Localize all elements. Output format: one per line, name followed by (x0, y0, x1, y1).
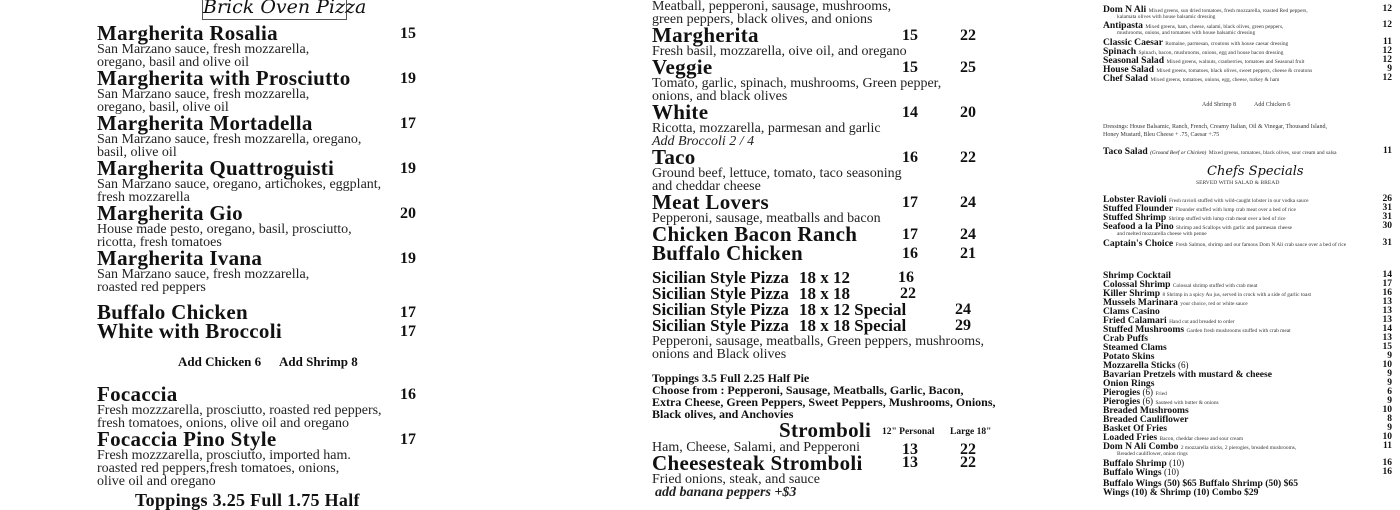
price-large: 22 (960, 454, 976, 471)
item-price: 13 (1382, 333, 1392, 343)
menu-row (1103, 239, 1346, 250)
sicilian-name: Sicilian Style Pizza (652, 284, 789, 303)
add-shrimp-note: Add Shrimp 8 (279, 354, 358, 369)
menu-item-description: San Marzano sauce, fresh mozzarella, (97, 87, 310, 102)
item-name: Dom N Ali Combo (1103, 441, 1179, 452)
item-price: 13 (1382, 297, 1392, 307)
dressings-line: Dressings: House Balsamic, Ranch, French, Creamy Italian, Oil & Vinegar, Thousand Island, (1103, 124, 1327, 130)
add-chicken-note: Add Chicken 6 (1254, 102, 1291, 108)
menu-item-name: Margherita Mortadella (97, 111, 313, 135)
menu-item-description: fresh tomatoes, onions, olive oil and oregano (97, 416, 349, 431)
price-large: 22 (960, 441, 976, 458)
item-price: 8 (1387, 414, 1392, 424)
item-price: 16 (1382, 467, 1392, 477)
item-price: 31 (1382, 212, 1392, 222)
item-name: Spinach (1103, 46, 1137, 57)
item-note: (10) (1169, 458, 1185, 468)
pizza-description: Pepperoni, sausage, meatballs and bacon (652, 211, 881, 226)
item-description: Mixed greens, tomatoes, onions, egg, cheese, turkey & ham (1150, 77, 1280, 83)
item-name: Colossal Shrimp (1103, 279, 1171, 290)
item-name: Buffalo Shrimp (1103, 458, 1167, 469)
item-description: Romaine, parmesan, croutons with house caesar dressing (1165, 41, 1289, 47)
item-description: Mixed greens, walnuts, cranberries, tomatoes and Seasonal fruit (1166, 59, 1305, 65)
menu-item-name: Buffalo Chicken (97, 300, 248, 324)
menu-item-description: basil, olive oil (97, 145, 177, 160)
item-price: 14 (1382, 324, 1392, 334)
item-name: Taco Salad (1103, 146, 1148, 157)
price-personal: 13 (902, 454, 918, 471)
item-price: 9 (1387, 351, 1392, 361)
item-price: 16 (1382, 288, 1392, 298)
menu-row (1103, 468, 1179, 477)
item-description: Garden fresh mushrooms stuffed with crab meat (1186, 328, 1291, 334)
item-name: Antipasta (1103, 20, 1143, 31)
item-description: Hand cut and breaded to order (1169, 319, 1235, 325)
menu-item-description: roasted red peppers (97, 280, 206, 295)
item-price: 9 (1387, 369, 1392, 379)
item-name: Mozzarella Sticks (1103, 360, 1176, 371)
item-name: Classic Caesar (1103, 37, 1163, 48)
item-price: 9 (1387, 378, 1392, 388)
dressings-line: Honey Mustard, Bleu Cheese + .75, Caesar +.75 (1103, 132, 1220, 138)
menu-item-name: Margherita Ivana (97, 246, 263, 270)
add-chicken-note: Add Chicken 6 (178, 354, 262, 369)
toppings-line: Black olives, and Anchovies (652, 407, 794, 421)
item-price: 10 (1382, 405, 1392, 415)
pizza-description: and cheddar cheese (652, 179, 761, 194)
pizza-name: Taco (652, 145, 696, 169)
menu-item-name: Margherita Gio (97, 201, 243, 225)
menu-item-name: Margherita Quattroguisti (97, 156, 335, 180)
item-price: 9 (1387, 423, 1392, 433)
item-name: Pierogies (1103, 396, 1141, 407)
item-name: Stuffed Shrimp (1103, 212, 1167, 223)
item-price: 11 (1383, 146, 1392, 156)
item-description-continued: kalamata olives with house balsamic dressing (1117, 14, 1216, 20)
price-small: 17 (902, 226, 918, 243)
price-small: 14 (902, 104, 918, 121)
menu-item-price: 19 (400, 70, 416, 87)
item-name: Loaded Fries (1103, 432, 1158, 443)
item-name: Lobster Ravioli (1103, 194, 1167, 205)
price-small: 16 (902, 245, 918, 262)
price-small: 16 (902, 149, 918, 166)
menu-item-price: 19 (400, 160, 416, 177)
sicilian-price: 29 (955, 317, 971, 334)
chefs-specials-title: Chefs Specials (1207, 164, 1304, 179)
sicilian-price: 24 (955, 301, 971, 318)
price-small: 17 (902, 194, 918, 211)
combo-line: Buffalo Wings (50) $65 Buffalo Shrimp (50) $65 (1103, 478, 1299, 489)
toppings-line: Choose from : Pepperoni, Sausage, Meatballs, Garlic, Bacon, (652, 383, 964, 397)
menu-item-description: olive oil and oregano (97, 474, 216, 489)
sicilian-size: 18 x 18 (799, 284, 850, 303)
item-name: Stuffed Flounder (1103, 203, 1173, 214)
col-personal: 12" Personal (882, 427, 935, 437)
sicilian-size: 18 x 18 Special (799, 316, 907, 335)
menu-item-price: 20 (400, 205, 416, 222)
item-name: Breaded Mushrooms (1103, 405, 1189, 416)
item-description: Fresh ravioli stuffed with wild-caught lobster in our vodka sauce (1168, 198, 1309, 204)
item-name: Killer Shrimp (1103, 288, 1161, 299)
item-price: 17 (1382, 279, 1392, 289)
col-large: Large 18" (950, 427, 992, 437)
toppings-note: Toppings 3.25 Full 1.75 Half (135, 490, 360, 510)
sicilian-size: 18 x 12 (799, 268, 850, 287)
item-price: 9 (1387, 64, 1392, 74)
menu-item-price: 17 (400, 304, 416, 321)
price-large: 22 (960, 149, 976, 166)
pizza-name: White (652, 100, 709, 124)
pizza-name: Buffalo Chicken (652, 241, 803, 265)
item-price: 15 (1382, 342, 1392, 352)
item-price: 11 (1383, 37, 1392, 47)
price-personal: 13 (902, 441, 918, 458)
item-note: (6) (1177, 360, 1189, 370)
sicilian-name: Sicilian Style Pizza (652, 300, 789, 319)
stromboli-title: Stromboli (779, 418, 872, 442)
menu-item-description: roasted red peppers,fresh tomatoes, onions, (97, 461, 340, 476)
price-small: 15 (902, 59, 918, 76)
menu-item-name: Focaccia Pino Style (97, 427, 277, 451)
item-description: your choice, red or white sauce (1180, 301, 1248, 307)
item-price: 6 (1387, 387, 1392, 397)
item-price: 14 (1382, 270, 1392, 280)
item-price: 13 (1382, 315, 1392, 325)
pizza-name: Veggie (652, 55, 713, 79)
item-name: Stuffed Mushrooms (1103, 324, 1185, 335)
menu-item-name: Focaccia (97, 382, 178, 406)
stromboli-name: Cheesesteak Stromboli (652, 451, 863, 475)
add-shrimp-note: Add Shrimp 8 (1202, 102, 1237, 108)
item-name: Onion Rings (1103, 378, 1155, 389)
item-note: (6) (1142, 396, 1154, 406)
pizza-description: Tomato, garlic, spinach, mushrooms, Green pepper, (652, 76, 942, 91)
menu-item-price: 19 (400, 250, 416, 267)
item-price: 12 (1382, 46, 1392, 56)
sicilian-description: Pepperoni, sausage, meatballs, Green peppers, mushrooms, (652, 334, 985, 349)
menu-item-description: ricotta, fresh tomatoes (97, 235, 222, 250)
item-price: 10 (1382, 432, 1392, 442)
item-name: Clams Casino (1103, 306, 1160, 317)
pizza-description: Meatball, pepperoni, sausage, mushrooms, (652, 0, 892, 14)
pizza-description: Fresh basil, mozzarella, oive oil, and oregano (652, 44, 907, 59)
item-description: Colossal shrimp stuffed with crab meat (1172, 283, 1258, 289)
pizza-description: Ground beef, lettuce, tomato, taco seasoning (652, 166, 902, 181)
item-name: Pierogies (1103, 387, 1141, 398)
menu-item-description: San Marzano sauce, fresh mozzarella, (97, 42, 310, 57)
item-description: Shrimp and Scallops with garlic and parmesan cheese (1176, 225, 1293, 231)
menu-item-description: San Marzano sauce, fresh mozzarella, oregano, (97, 132, 362, 147)
item-price: 11 (1383, 441, 1392, 451)
item-description: 2 mozzarella sticks, 2 pierogies, breaded mushrooms, (1180, 445, 1297, 451)
item-description: Mixed greens, ham, cheese, salami, black olives, green peppers, (1145, 24, 1284, 30)
menu-item-price: 17 (400, 115, 416, 132)
item-name: Bavarian Pretzels with mustard & cheese (1103, 369, 1273, 380)
price-small: 15 (902, 27, 918, 44)
item-name: Crab Puffs (1103, 333, 1149, 344)
item-price: 12 (1382, 55, 1392, 65)
menu-item-price: 17 (400, 323, 416, 340)
item-name: Fried Calamari (1103, 315, 1167, 326)
pizza-addon-note: Add Broccoli 2 / 4 (652, 134, 755, 149)
item-description-continued: Breaded cauliflower, onion rings (1117, 451, 1188, 457)
item-description: Sauteed with butter & onions (1155, 400, 1219, 406)
stromboli-addon-note: add banana peppers +$3 (655, 485, 797, 500)
item-name: Breaded Cauliflower (1103, 414, 1189, 425)
item-name: Mussels Marinara (1103, 297, 1178, 308)
menu-item-description: oregano, basil and olive oil (97, 55, 250, 70)
item-note: (Ground Beef or Chicken) (1150, 150, 1207, 156)
item-name: Seafood a la Pino (1103, 221, 1174, 232)
item-price: 30 (1382, 221, 1392, 231)
item-name: Captain's Choice (1103, 238, 1174, 249)
menu-item-name: White with Broccoli (97, 319, 282, 343)
item-price: 12 (1382, 20, 1392, 30)
price-large: 24 (960, 226, 976, 243)
stromboli-description: Fried onions, steak, and sauce (652, 472, 820, 487)
pizza-name: Meat Lovers (652, 190, 770, 214)
item-description-continued: and melted mozzarella cheese with penne (1117, 231, 1207, 237)
item-description: Mixed greens, sun dried tomatoes, fresh mozzarella, roasted Red peppers, (1148, 8, 1308, 14)
toppings-line: Extra Cheese, Green Peppers, Sweet Peppers, Mushrooms, Onions, (652, 395, 996, 409)
item-description: Mixed greens, tomatoes, black olives, sweet peppers, cheese & croutons (1156, 68, 1313, 74)
pizza-name: Chicken Bacon Ranch (652, 222, 858, 246)
item-name: Dom N Ali (1103, 4, 1147, 15)
item-description: Flounder stuffed with lump crab meat over a bed of rice (1175, 207, 1296, 213)
price-large: 22 (960, 27, 976, 44)
item-name: House Salad (1103, 64, 1154, 75)
item-name: Buffalo Wings (1103, 467, 1162, 478)
menu-item-name: Margherita with Prosciutto (97, 66, 351, 90)
item-price: 13 (1382, 306, 1392, 316)
combo-line: Wings (10) & Shrimp (10) Combo $29 (1103, 487, 1259, 498)
price-large: 20 (960, 104, 976, 121)
item-description: Spinach, bacon, mushrooms, onions, egg and house bacon dressing (1138, 50, 1284, 56)
sicilian-description: onions and Black olives (652, 347, 787, 362)
menu-item-price: 16 (400, 386, 416, 403)
sicilian-price: 16 (898, 269, 914, 286)
item-description: Mixed greens, tomatoes, black olives, sour cream and salsa (1208, 150, 1337, 156)
sicilian-name: Sicilian Style Pizza (652, 268, 789, 287)
item-name: Basket Of Fries (1103, 423, 1167, 434)
price-large: 25 (960, 59, 976, 76)
chefs-specials-subtitle: SERVED WITH SALAD & BREAD (1196, 180, 1280, 186)
pizza-description: onions, and black olives (652, 89, 788, 104)
menu-item-description: fresh mozzarella (97, 190, 190, 205)
item-description: Fresh Salmon, shrimp and our famous Dom N Ali crab sauce over a bed of rice (1175, 242, 1347, 248)
sicilian-size: 18 x 12 Special (799, 300, 907, 319)
menu-item-description: oregano, basil, olive oil (97, 100, 229, 115)
menu-row (1103, 74, 1279, 85)
toppings-line: Toppings 3.5 Full 2.25 Half Pie (652, 371, 810, 385)
item-description: Fried (1155, 391, 1167, 397)
item-price: 26 (1382, 194, 1392, 204)
item-name: Shrimp Cocktail (1103, 270, 1171, 281)
menu-item-price: 17 (400, 431, 416, 448)
item-name: Potato Skins (1103, 351, 1155, 362)
item-price: 10 (1382, 360, 1392, 370)
pizza-description: green peppers, black olives, and onions (652, 12, 873, 27)
item-note: (6) (1142, 387, 1154, 397)
menu-item-price: 15 (400, 25, 416, 42)
menu-item-description: San Marzano sauce, oregano, artichokes, eggplant, (97, 177, 382, 192)
item-description: Bacon, cheddar cheese and sour cream (1159, 436, 1244, 442)
menu-item-description: San Marzano sauce, fresh mozzarella, (97, 267, 310, 282)
menu-item-name: Margherita Rosalia (97, 21, 278, 45)
item-description: 8 Shrimp in a spicy Au jus, served in crock with a side of garlic toast (1162, 292, 1312, 298)
item-price: 12 (1382, 73, 1392, 83)
menu-item-description: Fresh mozzzarella, prosciutto, imported ham. (97, 448, 351, 463)
item-note: (10) (1163, 467, 1179, 477)
pizza-description: Ricotta, mozzarella, parmesan and garlic (652, 121, 881, 136)
item-name: Steamed Clams (1103, 342, 1167, 353)
sicilian-price: 22 (900, 285, 916, 302)
item-price: 12 (1382, 4, 1392, 14)
item-description: Shrimp stuffed with lump crab meat over a bed of rice (1168, 216, 1286, 222)
stromboli-name: Ham, Cheese, Salami, and Pepperoni (652, 440, 861, 455)
item-price: 31 (1382, 238, 1392, 248)
pizza-name: Margherita (652, 23, 759, 47)
price-large: 24 (960, 194, 976, 211)
menu-item-description: Fresh mozzzarella, prosciutto, roasted red peppers, (97, 403, 382, 418)
item-price: 31 (1382, 203, 1392, 213)
item-name: Seasonal Salad (1103, 55, 1165, 66)
menu-row (1103, 147, 1336, 158)
item-name: Chef Salad (1103, 73, 1149, 84)
item-price: 9 (1387, 396, 1392, 406)
brick-oven-pizza-header: Brick Oven Pizza (202, 0, 347, 20)
sicilian-name: Sicilian Style Pizza (652, 316, 789, 335)
price-large: 21 (960, 245, 976, 262)
menu-item-description: House made pesto, oregano, basil, prosciutto, (97, 222, 352, 237)
item-description-continued: mushrooms, onions, and tomatoes with house balsamic dressing (1117, 30, 1256, 36)
item-price: 16 (1382, 458, 1392, 468)
